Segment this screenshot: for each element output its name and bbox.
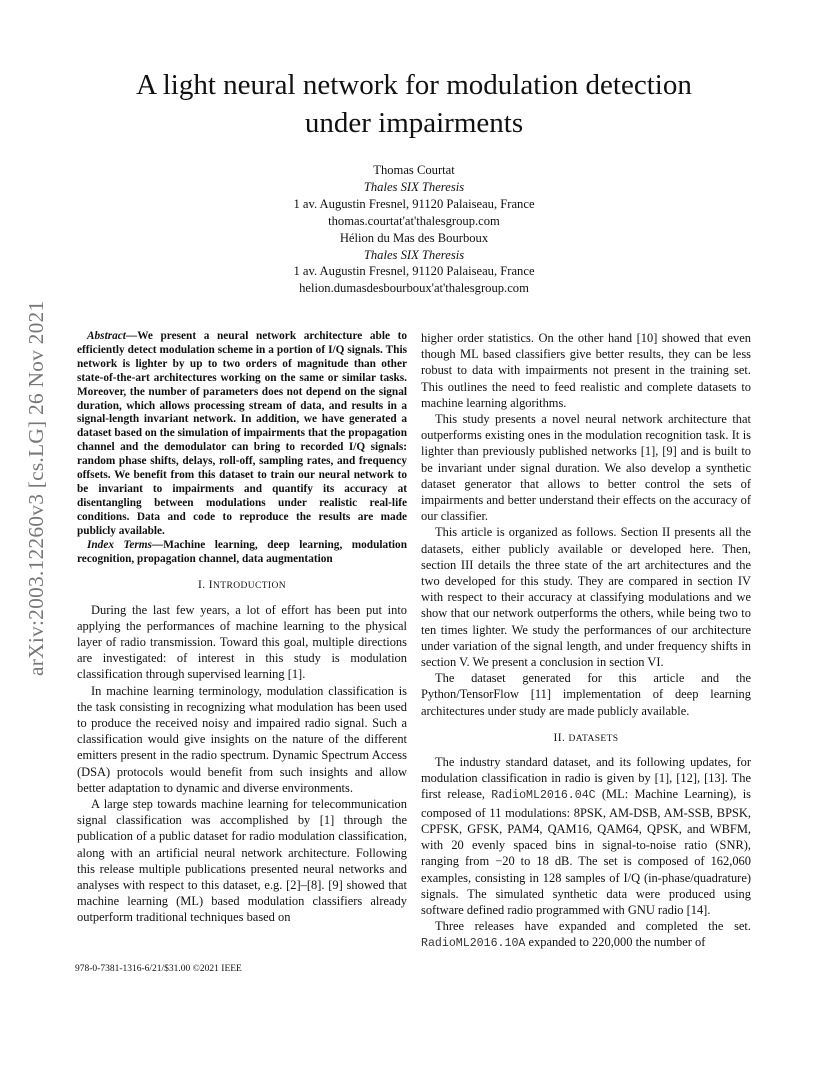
author-email: helion.dumasdesbourboux'at'thalesgroup.com — [299, 281, 529, 296]
title-line-1: A light neural network for modulation detection — [136, 69, 692, 101]
author-name: Thomas Courtat — [373, 163, 455, 177]
index-terms-text: —Machine learning, deep learning, modulation recognition, propagation channel, data augmentation — [77, 538, 407, 565]
dataset-name: RadioML2016.04C — [491, 789, 596, 803]
author-name: Hélion du Mas des Bourboux — [339, 230, 489, 245]
text-run: The industry standard dataset, and its following updates, for modulation classification in radio is given by [1], [12], [13]. The first release, — [421, 755, 751, 802]
body-paragraph: higher order statistics. On the other hand [10] showed that even though ML based classifiers give better results, they can be less robust to data with impairments not present in the training set. This outlines the need to feed realistic and complete datasets to machine learning algorithms. — [421, 331, 751, 410]
text-run: expanded to 220,000 the number of — [525, 935, 706, 950]
body-paragraph: In machine learning terminology, modulation classification is the task consisting in recognizing what modulation has been used to produce the received noisy and impaired radio signal. Such a classification would give insights on the nature of the different emitters present in the radio spectrum. Dynamic Spectrum Access (DSA) protocols would benefit from such insights and allow better adaptation to dynamic and diverse environments. — [77, 683, 407, 795]
body-paragraph — [421, 754, 751, 918]
right-column — [421, 330, 751, 953]
body-paragraph — [421, 918, 751, 952]
author-address: 1 av. Augustin Fresnel, 91120 Palaiseau, France — [293, 264, 535, 279]
author-affiliation: Thales SIX Theresis — [363, 179, 465, 194]
index-terms-lead: Index Terms — [87, 538, 152, 551]
abstract — [77, 330, 407, 539]
paper-title — [0, 66, 828, 142]
body-paragraph: This article is organized as follows. Section II presents all the datasets, either publicly available or developed here. Then, section III details the three state of the art architectures and the two developed for this study. They are compared in section IV with respect to their accuracy at classifying modulations and we show that our network outperforms the others, while being two to ten times lighter. We study the performances of our architecture under variation of the signal length, and under frequency shifts in section V. We present a conclusion in section VI. — [421, 525, 751, 670]
title-line-2: under impairments — [304, 107, 524, 139]
text-run: Three releases have expanded and completed the set. — [435, 919, 751, 934]
body-paragraph: The dataset generated for this article and the Python/TensorFlow [11] implementation of deep learning architectures under study are made publicly available. — [421, 671, 751, 718]
body-paragraph: During the last few years, a lot of effort has been put into applying the performances of machine learning to the physical layer of radio transmission. Toward this goal, multiple directions are investigated: of interest in this study is modulation classification through supervised learning [1]. — [77, 602, 407, 682]
abstract-lead: Abstract — [87, 330, 126, 342]
arxiv-identifier: arXiv:2003.12260v3 [cs.LG] 26 Nov 2021 — [24, 300, 48, 676]
author-email: thomas.courtat'at'thalesgroup.com — [328, 213, 500, 228]
text-run: (ML: Machine Learning), is composed of 11 modulations: 8PSK, AM-DSB, AM-SSB, BPSK, CPFSK, GFSK, PAM4, QAM16, QAM64, QPSK, and WBFM, with 20 evenly spaced bins in signal-to-noise ratio (SNR), ranging from −20 to 18 dB. The set is composed of 162,060 examples, consisting in 128 samples of I/Q (in-phase/quadrature) signals. The simulated synthetic data were produced using software defined radio programmed with GNU radio [14]. — [421, 787, 751, 917]
index-terms — [77, 539, 407, 567]
left-column — [77, 330, 407, 926]
abstract-text: —We present a neural network architecture able to efficiently detect modulation scheme in a portion of I/Q signals. This network is lighter by up to two orders of magnitude than other state-of-the-art architectures working on the same or similar tasks. Moreover, the number of parameters does not depend on the signal duration, which allows processing stream of data, and results in a signal-length invariant network. In addition, we have generated a dataset based on the simulation of impairments that the propagation channel and the demodulator can bring to recorded I/Q signals: random phase shifts, delays, roll-off, sampling rates, and frequency offsets. We benefit from this dataset to train our neural network to be invariant to impairments and quantify its accuracy at disentangling between modulations under realistic real-life conditions. Data and code to reproduce the results are made publicly available. — [77, 330, 407, 537]
author-address: 1 av. Augustin Fresnel, 91120 Palaiseau, France — [293, 196, 535, 211]
body-paragraph: This study presents a novel neural network architecture that outperforms existing ones in the modulation recognition task. It is lighter than previously published networks [1], [9] and is built to be invariant under signal duration. We also develop a synthetic dataset generator that allows to better control the sets of impairments and better understand their effects on the accuracy of our classifier. — [421, 412, 751, 524]
body-paragraph: A large step towards machine learning for telecommunication signal classification was accomplished by [1] through the publication of a public dataset for radio modulation classification, along with an artificial neural network architecture. Following this release multiple publications presented neural networks and analyses with respect to this dataset, e.g. [2]–[8]. [9] showed that machine learning (ML) based modulation classifiers already outperform traditional techniques based on — [77, 797, 407, 925]
section-heading: II. DATASETS — [553, 731, 619, 744]
section-heading: I. INTRODUCTION — [197, 579, 287, 592]
dataset-name: RadioML2016.10A — [421, 937, 526, 951]
copyright-footer: 978-0-7381-1316-6/21/$31.00 ©2021 IEEE — [75, 964, 242, 974]
author-affiliation: Thales SIX Theresis — [363, 247, 465, 262]
author-block — [0, 162, 828, 297]
